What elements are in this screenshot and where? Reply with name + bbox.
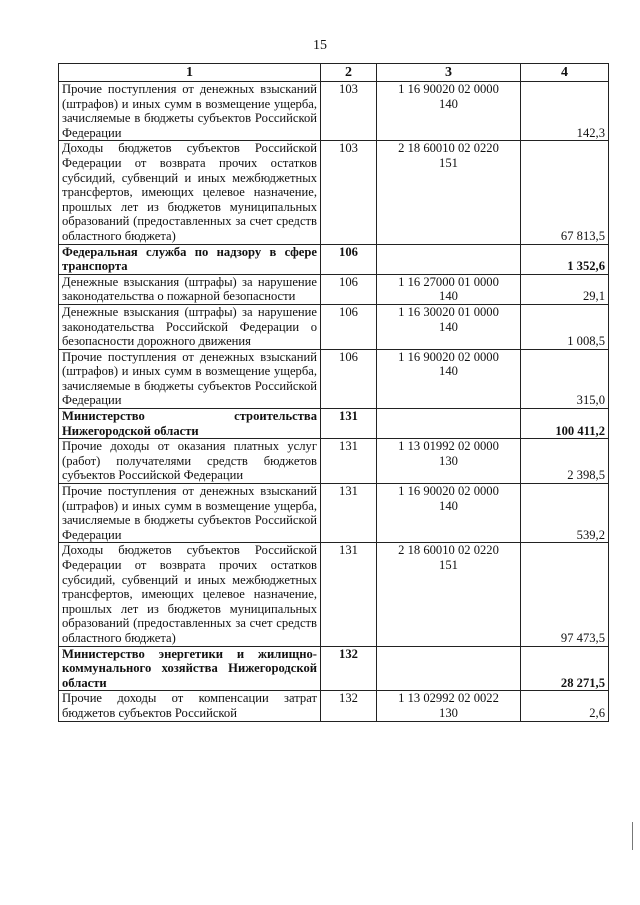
row-budget-code	[377, 439, 521, 484]
revenue-table	[58, 63, 609, 722]
table-row	[59, 691, 609, 721]
row-description: Федеральная служба по надзору в сфере транспорта	[59, 244, 321, 274]
row-description: Прочие доходы от компенсации затрат бюджетов субъектов Российской	[59, 691, 321, 721]
table-row	[59, 543, 609, 646]
row-description: Министерство строительства Нижегородской области	[59, 409, 321, 439]
row-budget-code	[377, 543, 521, 646]
budget-code-main: 1 13 02992 02 0022	[398, 691, 499, 706]
row-budget-code	[377, 484, 521, 543]
budget-code-suffix: 140	[439, 319, 458, 334]
budget-code-suffix: 130	[439, 453, 458, 468]
row-admin-code: 106	[321, 349, 377, 408]
budget-code-suffix: 140	[439, 289, 458, 304]
row-admin-code: 106	[321, 304, 377, 349]
budget-code-suffix: 151	[439, 558, 458, 572]
table-row	[59, 82, 609, 141]
budget-code-main: 1 16 90020 02 0000	[398, 484, 499, 499]
budget-code-main: 1 13 01992 02 0000	[398, 439, 499, 454]
table-header-row	[59, 64, 609, 82]
column-header-4: 4	[521, 64, 609, 82]
table-row	[59, 646, 609, 691]
row-admin-code: 131	[321, 439, 377, 484]
row-description: Денежные взыскания (штрафы) за нарушение законодательства о пожарной безопасности	[59, 274, 321, 304]
row-description: Доходы бюджетов субъектов Российской Федерации от возврата прочих остатков субсидий, субвенций и иных межбюджетных трансфертов, имеющих целевое назначение, прошлых лет из бюджетов муниципальных образований (предоставленных за счет средств областного бюджета)	[59, 543, 321, 646]
row-admin-code: 132	[321, 691, 377, 721]
row-amount: 67 813,5	[521, 141, 609, 244]
page-number: 15	[313, 38, 327, 53]
row-description: Прочие поступления от денежных взысканий (штрафов) и иных сумм в возмещение ущерба, зачисляемые в бюджеты субъектов Российской Федерации	[59, 82, 321, 141]
budget-code-suffix: 151	[439, 155, 458, 170]
table-row	[59, 141, 609, 244]
row-amount: 100 411,2	[521, 409, 609, 439]
row-admin-code: 131	[321, 543, 377, 646]
table-row	[59, 439, 609, 484]
table-row	[59, 244, 609, 274]
margin-mark	[632, 822, 633, 850]
budget-code-main: 1 16 30020 01 0000	[398, 304, 499, 319]
budget-code-main: 1 16 27000 01 0000	[398, 274, 499, 289]
row-amount: 28 271,5	[521, 646, 609, 691]
row-amount: 315,0	[521, 349, 609, 408]
row-amount: 142,3	[521, 82, 609, 141]
table-row	[59, 409, 609, 439]
row-description: Прочие доходы от оказания платных услуг (работ) получателями средств бюджетов субъектов Российской Федерации	[59, 439, 321, 484]
row-description: Министерство энергетики и жилищно-коммунального хозяйства Нижегородской области	[59, 646, 321, 691]
row-budget-code	[377, 274, 521, 304]
budget-code-main: 2 18 60010 02 0220	[398, 543, 499, 558]
row-budget-code	[377, 304, 521, 349]
row-description: Денежные взыскания (штрафы) за нарушение законодательства Российской Федерации о безопасности дорожного движения	[59, 304, 321, 349]
row-budget-code	[377, 244, 521, 274]
table-row	[59, 304, 609, 349]
row-description: Доходы бюджетов субъектов Российской Федерации от возврата прочих остатков субсидий, субвенций и иных межбюджетных трансфертов, имеющих целевое назначение, прошлых лет из бюджетов муниципальных образований (предоставленных за счет средств областного бюджета)	[59, 141, 321, 244]
budget-code-main: 2 18 60010 02 0220	[398, 141, 499, 156]
row-budget-code	[377, 691, 521, 721]
table-row	[59, 274, 609, 304]
column-header-2: 2	[321, 64, 377, 82]
row-amount: 539,2	[521, 484, 609, 543]
row-admin-code: 103	[321, 141, 377, 244]
row-budget-code	[377, 409, 521, 439]
budget-code-main: 1 16 90020 02 0000	[398, 349, 499, 364]
row-description: Прочие поступления от денежных взысканий (штрафов) и иных сумм в возмещение ущерба, зачисляемые в бюджеты субъектов Российской Федерации	[59, 484, 321, 543]
row-description: Прочие поступления от денежных взысканий (штрафов) и иных сумм в возмещение ущерба, зачисляемые в бюджеты субъектов Российской Федерации	[59, 349, 321, 408]
row-budget-code	[377, 141, 521, 244]
table-row	[59, 349, 609, 408]
row-admin-code: 132	[321, 646, 377, 691]
table-row	[59, 484, 609, 543]
row-amount: 1 008,5	[521, 304, 609, 349]
column-header-3: 3	[377, 64, 521, 82]
row-admin-code: 106	[321, 244, 377, 274]
row-amount: 1 352,6	[521, 244, 609, 274]
row-admin-code: 131	[321, 409, 377, 439]
budget-code-main: 1 16 90020 02 0000	[398, 82, 499, 96]
row-budget-code	[377, 349, 521, 408]
table-body	[59, 82, 609, 722]
row-amount: 2,6	[521, 691, 609, 721]
row-admin-code: 106	[321, 274, 377, 304]
row-amount: 2 398,5	[521, 439, 609, 484]
row-amount: 29,1	[521, 274, 609, 304]
column-header-1: 1	[59, 64, 321, 82]
row-amount: 97 473,5	[521, 543, 609, 646]
row-admin-code: 131	[321, 484, 377, 543]
row-budget-code	[377, 82, 521, 141]
row-budget-code	[377, 646, 521, 691]
row-admin-code: 103	[321, 82, 377, 141]
budget-code-suffix: 140	[439, 498, 458, 513]
budget-code-suffix: 140	[439, 96, 458, 111]
budget-code-suffix: 130	[439, 705, 458, 720]
budget-code-suffix: 140	[439, 364, 458, 379]
